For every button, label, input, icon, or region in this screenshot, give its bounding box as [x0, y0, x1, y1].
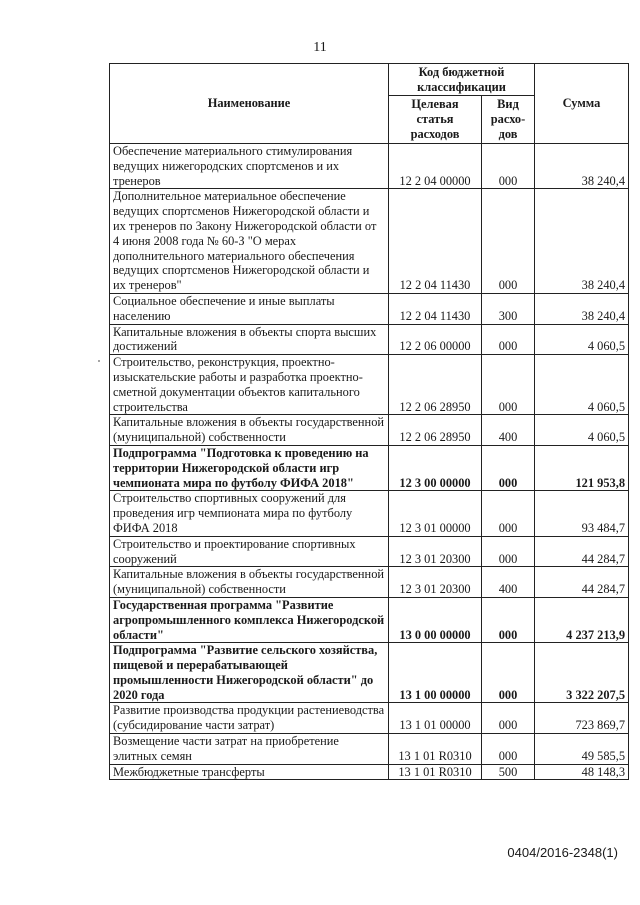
- row-expense-type: 000: [482, 536, 535, 567]
- row-sum: 3 322 207,5: [535, 643, 629, 703]
- table-body: [110, 144, 629, 780]
- row-name: Капитальные вложения в объекты государственной (муниципальной) собственности: [110, 567, 389, 598]
- row-name: Обеспечение материального стимулирования ведущих нижегородских спортсменов и их тренеров: [110, 144, 389, 189]
- row-sum: 38 240,4: [535, 144, 629, 189]
- table-row: [110, 491, 629, 536]
- table-row: [110, 597, 629, 642]
- row-expense-type: 500: [482, 764, 535, 780]
- row-target-article: 12 2 06 00000: [389, 324, 482, 355]
- row-name: Строительство, реконструкция, проектно-изыскательские работы и разработка проектно-сметной документации объектов капитального строительства: [110, 355, 389, 415]
- row-sum: 4 060,5: [535, 324, 629, 355]
- row-sum: 49 585,5: [535, 734, 629, 765]
- row-target-article: 13 1 01 00000: [389, 703, 482, 734]
- row-expense-type: 000: [482, 643, 535, 703]
- row-name: Строительство и проектирование спортивных сооружений: [110, 536, 389, 567]
- table-row: [110, 643, 629, 703]
- row-target-article: 12 2 06 28950: [389, 355, 482, 415]
- row-sum: 44 284,7: [535, 536, 629, 567]
- row-expense-type: 300: [482, 293, 535, 324]
- table-row: [110, 764, 629, 780]
- row-target-article: 12 2 04 11430: [389, 293, 482, 324]
- row-sum: 93 484,7: [535, 491, 629, 536]
- column-header-expense-type: Вид расхо- дов: [482, 96, 535, 144]
- column-header-name: Наименование: [110, 64, 389, 144]
- row-name: Межбюджетные трансферты: [110, 764, 389, 780]
- table-row: [110, 293, 629, 324]
- row-target-article: 12 2 06 28950: [389, 415, 482, 446]
- row-sum: 4 237 213,9: [535, 597, 629, 642]
- row-expense-type: 000: [482, 324, 535, 355]
- row-name: Возмещение части затрат на приобретение элитных семян: [110, 734, 389, 765]
- row-target-article: 13 1 01 R0310: [389, 734, 482, 765]
- row-target-article: 12 2 04 11430: [389, 189, 482, 294]
- table-row: [110, 144, 629, 189]
- row-name: Капитальные вложения в объекты спорта высших достижений: [110, 324, 389, 355]
- table-header: [110, 64, 629, 144]
- row-expense-type: 000: [482, 597, 535, 642]
- row-target-article: 13 1 01 R0310: [389, 764, 482, 780]
- row-target-article: 13 0 00 00000: [389, 597, 482, 642]
- table-row: [110, 703, 629, 734]
- row-target-article: 13 1 00 00000: [389, 643, 482, 703]
- budget-table: [109, 63, 629, 780]
- row-expense-type: 000: [482, 703, 535, 734]
- row-target-article: 12 3 01 20300: [389, 567, 482, 598]
- column-header-budget-code: Код бюджетной классификации: [389, 64, 535, 96]
- row-expense-type: 400: [482, 567, 535, 598]
- row-target-article: 12 3 01 20300: [389, 536, 482, 567]
- row-sum: 4 060,5: [535, 355, 629, 415]
- table-row: [110, 445, 629, 490]
- row-expense-type: 000: [482, 445, 535, 490]
- table-row: [110, 355, 629, 415]
- row-name: Капитальные вложения в объекты государственной (муниципальной) собственности: [110, 415, 389, 446]
- row-expense-type: 000: [482, 189, 535, 294]
- row-sum: 44 284,7: [535, 567, 629, 598]
- row-sum: 723 869,7: [535, 703, 629, 734]
- page-number: 11: [313, 40, 327, 55]
- row-name: Дополнительное материальное обеспечение ведущих спортсменов Нижегородской области и их тренеров по Закону Нижегородской области от 4 июня 2008 года № 60-З "О мерах дополнительного материального обеспечения ведущих спортсменов Нижегородской области и их тренеров": [110, 189, 389, 294]
- column-header-sum: Сумма: [535, 64, 629, 144]
- document-code: 0404/2016-2348(1): [507, 845, 618, 860]
- table-row: [110, 415, 629, 446]
- table-row: [110, 189, 629, 294]
- row-expense-type: 000: [482, 734, 535, 765]
- row-expense-type: 000: [482, 144, 535, 189]
- margin-mark: [98, 360, 100, 362]
- row-target-article: 12 3 00 00000: [389, 445, 482, 490]
- row-name: Строительство спортивных сооружений для проведения игр чемпионата мира по футболу ФИФА 2018: [110, 491, 389, 536]
- table-row: [110, 324, 629, 355]
- row-name: Развитие производства продукции растениеводства (субсидирование части затрат): [110, 703, 389, 734]
- column-header-target-article: Целевая статья расходов: [389, 96, 482, 144]
- row-name: Подпрограмма "Развитие сельского хозяйства, пищевой и перерабатывающей промышленности Нижегородской области" до 2020 года: [110, 643, 389, 703]
- row-target-article: 12 2 04 00000: [389, 144, 482, 189]
- table-row: [110, 536, 629, 567]
- row-target-article: 12 3 01 00000: [389, 491, 482, 536]
- row-sum: 38 240,4: [535, 189, 629, 294]
- row-name: Социальное обеспечение и иные выплаты населению: [110, 293, 389, 324]
- row-expense-type: 400: [482, 415, 535, 446]
- row-name: Подпрограмма "Подготовка к проведению на территории Нижегородской области игр чемпионата мира по футболу ФИФА 2018": [110, 445, 389, 490]
- row-sum: 38 240,4: [535, 293, 629, 324]
- row-sum: 48 148,3: [535, 764, 629, 780]
- row-expense-type: 000: [482, 355, 535, 415]
- row-sum: 4 060,5: [535, 415, 629, 446]
- table-row: [110, 567, 629, 598]
- row-sum: 121 953,8: [535, 445, 629, 490]
- row-name: Государственная программа "Развитие агропромышленного комплекса Нижегородской области": [110, 597, 389, 642]
- row-expense-type: 000: [482, 491, 535, 536]
- table-row: [110, 734, 629, 765]
